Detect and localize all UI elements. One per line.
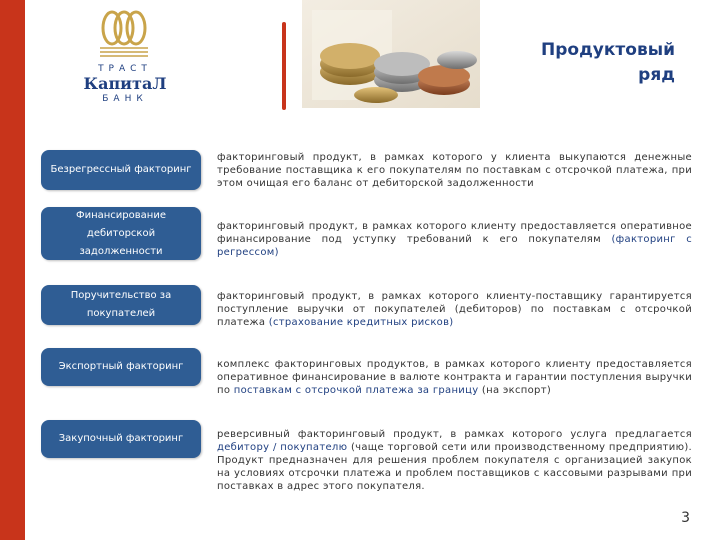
- product-description-text-post: (чаще торговой сети или производственному предприятию). Продукт предназначен для решения проблем покупателя с организацией закупок на условиях отсрочки платежа и проблем поставщиков с кассовыми разрывами при поставках в адрес этого покупателя.: [217, 442, 692, 492]
- product-description-text-pre: реверсивный факторинговый продукт, в рамках которого услуга предлагается: [217, 429, 692, 440]
- product-label-text: Финансирование дебиторской задолженности: [76, 209, 166, 257]
- logo-text-bank: БАНК: [102, 94, 148, 104]
- page-title: [470, 38, 675, 88]
- product-description-text: факторинговый продукт, в рамках которого клиенту-поставщику гарантируется поступление выручки от покупателей (дебиторов) по поставкам с отсрочкой платежа: [217, 291, 692, 328]
- page-title-line-2: ряд: [638, 65, 675, 85]
- product-description-highlight: (страхование кредитных рисков): [268, 317, 454, 328]
- product-label-export-factoring: [41, 348, 201, 386]
- logo-text-trust: ТРАСТ: [98, 64, 152, 74]
- product-description-buyer-guarantee: [217, 290, 692, 329]
- product-description-text: факторинговый продукт, в рамках которого у клиента выкупаются денежные требование поставщика к его покупателям по поставкам с отсрочкой платежа, при этом очищая его баланс от дебиторской задолженности: [217, 152, 692, 189]
- product-label-text: Безрегрессный факторинг: [50, 164, 192, 175]
- product-label-buyer-guarantee: [41, 285, 201, 325]
- logo-text-capital: КапитаЛ: [83, 74, 167, 93]
- product-description-non-recourse-factoring: [217, 151, 692, 190]
- product-label-text: Экспортный факторинг: [58, 361, 184, 372]
- logo-rings-icon: [94, 8, 154, 62]
- product-label-purchase-factoring: [41, 420, 201, 458]
- product-description-highlight: дебитору / покупателю: [217, 442, 348, 453]
- product-description-suffix: (на экспорт): [481, 385, 552, 396]
- product-description-receivables-financing: [217, 220, 692, 259]
- product-description-text: факторинговый продукт, в рамках которого клиенту предоставляется оперативное финансирование под уступку требований к его покупателям: [217, 221, 692, 245]
- product-description-highlight: поставкам с отсрочкой платежа за границу: [233, 385, 479, 396]
- page-number: 3: [681, 510, 690, 526]
- product-description-export-factoring: [217, 358, 692, 397]
- page-title-line-1: Продуктовый: [541, 40, 675, 60]
- product-label-text: Поручительство за покупателей: [70, 290, 172, 319]
- bank-logo: [70, 8, 180, 108]
- product-label-text: Закупочный факторинг: [58, 433, 184, 444]
- product-description-highlight: (факторинг с регрессом): [217, 234, 692, 258]
- product-label-non-recourse-factoring: [41, 150, 201, 190]
- product-description-text: комплекс факторинговых продуктов, в рамках которого клиенту предоставляется оперативное финансирование в валюте контракта и гарантии поступления выручки по: [217, 359, 692, 396]
- header-accent-line: [282, 22, 286, 110]
- coins-photo: [302, 0, 480, 108]
- product-label-receivables-financing: [41, 207, 201, 260]
- product-description-purchase-factoring: [217, 428, 692, 493]
- left-accent-bar: [0, 0, 25, 540]
